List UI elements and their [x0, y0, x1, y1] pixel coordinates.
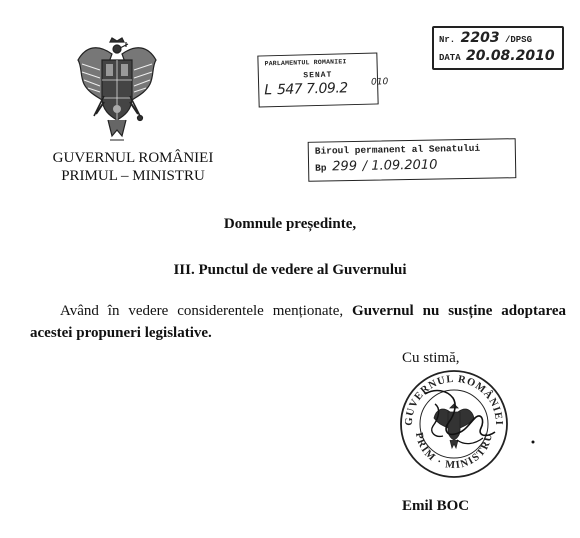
bureau-bp-date: / 1.09.2010 [362, 157, 438, 174]
romanian-coat-of-arms-icon [74, 36, 160, 148]
senate-registration-stamp [257, 52, 389, 107]
stamp-registration-number [264, 80, 348, 98]
salutation: Domnule președinte, [223, 216, 357, 232]
handwritten-signature-icon [395, 384, 545, 464]
signer-name: Emil BOC [402, 498, 470, 514]
stamp-number-prefix: L [264, 82, 272, 99]
bureau-bp-value: 299 [332, 158, 358, 175]
closing-formula: Cu stimă, [402, 350, 460, 366]
seal-bottom-text: PRIM · MINISTRU [412, 431, 496, 472]
dpsg-registration-stamp [432, 26, 564, 70]
bureau-label: Biroul permanent al Senatului [314, 142, 481, 157]
dpsg-number-label: Nr. [439, 35, 456, 45]
paragraph-conclusion: Guvernul nu susține adoptarea acestei propuneri legislative. [30, 303, 566, 341]
section-title: III. Punctul de vedere al Guvernului [173, 262, 407, 278]
dpsg-number-value: 2203 [460, 30, 500, 46]
bureau-number-line [315, 158, 438, 175]
seal-top-text: GUVERNUL ROMÂNIEI [403, 373, 505, 427]
dpsg-date-line [439, 48, 555, 64]
government-name: GUVERNUL ROMÂNIEI [52, 150, 214, 166]
government-position-paragraph [30, 300, 566, 344]
stamp-number-tail: 010 [370, 77, 389, 88]
office-name: PRIMUL – MINISTRU [61, 168, 205, 184]
bureau-bp-label: Bp [315, 162, 327, 174]
stamp-senate-label: SENAT [303, 70, 333, 81]
stamp-parliament-label: PARLAMENTUL ROMANIEI [264, 58, 347, 68]
dpsg-department: /DPSG [504, 35, 532, 45]
standing-bureau-stamp [308, 138, 517, 182]
stamp-number-value: 547 7.09.2 [276, 80, 348, 99]
dpsg-date-label: DATA [439, 53, 461, 63]
dpsg-date-value: 20.08.2010 [466, 48, 555, 64]
paragraph-intro: Având în vedere considerentele menționate, [60, 303, 353, 319]
dpsg-number-line [439, 30, 532, 46]
